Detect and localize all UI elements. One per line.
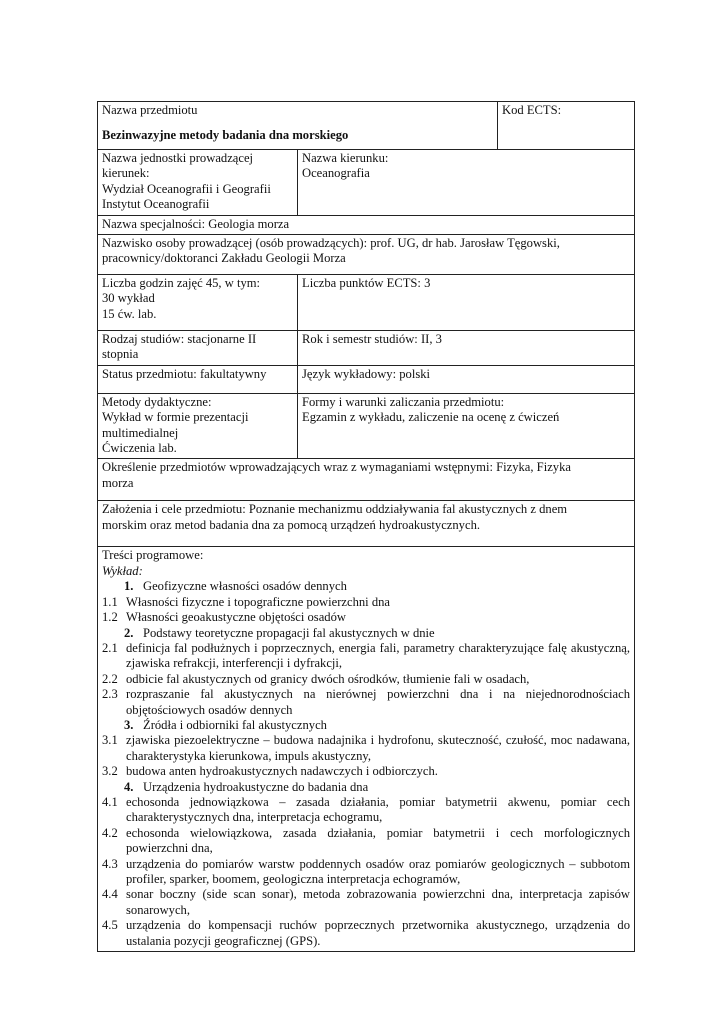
program-item-text: echosonda jednowiązkowa – zasada działania, pomiar batymetrii akwenu, pomiar cech charakterystycznych dna, interpretacja echogramu,: [126, 794, 630, 825]
year-sem-cell: [298, 331, 635, 366]
hours-line3: 15 ćw. lab.: [102, 306, 157, 321]
field-cell: [298, 150, 635, 216]
syllabus-table: [97, 101, 635, 952]
program-item: [102, 595, 630, 610]
prerequisites-line2: morza: [102, 475, 134, 490]
subject-cell: [98, 102, 498, 150]
assessment-cell: [298, 393, 635, 459]
program-item-number: 4.3: [102, 856, 118, 871]
subject-row: [98, 102, 635, 150]
program-item-number: 4.1: [102, 794, 118, 809]
assessment-line1: Formy i warunki zaliczania przedmiotu:: [302, 394, 505, 409]
study-type-text: Rodzaj studiów: stacjonarne II stopnia: [102, 332, 257, 362]
program-item-number: 3.: [124, 717, 134, 732]
program-section: [102, 626, 630, 641]
program-item-number: 4.: [124, 779, 134, 794]
program-item-number: 1.: [124, 579, 134, 594]
prerequisites-row: [98, 459, 635, 501]
program-row: [98, 547, 635, 952]
field-label: Nazwa kierunku:: [302, 151, 389, 165]
program-cell: [98, 547, 635, 952]
status-text: Status przedmiotu: fakultatywny: [102, 366, 267, 381]
ects-points-text: Liczba punktów ECTS: 3: [302, 276, 431, 291]
goals-cell: [98, 501, 635, 547]
prerequisites-cell: [98, 459, 635, 501]
program-item-number: 3.2: [102, 764, 118, 779]
program-item: [102, 610, 630, 625]
program-item-number: 2.3: [102, 687, 118, 702]
program-item: [102, 857, 630, 888]
program-item: [102, 826, 630, 857]
instructor-row: [98, 235, 635, 275]
program-item-text: rozpraszanie fal akustycznych na nierównej powierzchni dna i na niejednorodnościach objętościowych osadów dennych: [126, 687, 630, 717]
program-item-text: zjawiska piezoelektryczne – budowa nadajnika i hydrofonu, skuteczność, czułość, moc nadawana, charakterystyka kierunkowa, impuls akustyczny,: [126, 733, 630, 763]
status-cell: [98, 365, 298, 393]
lecture-label: Wykład:: [102, 563, 143, 578]
program-item-text: Własności fizyczne i topograficzne powierzchni dna: [126, 594, 391, 609]
program-item: [102, 887, 630, 918]
program-item-number: 4.4: [102, 887, 118, 902]
language-text: Język wykładowy: polski: [302, 366, 431, 381]
program-item-number: 4.2: [102, 825, 118, 840]
assessment-line2: Egzamin z wykładu, zaliczenie na ocenę z ćwiczeń: [302, 410, 560, 425]
program-item-text: Geofizyczne własności osadów dennych: [143, 579, 347, 594]
program-list: [102, 579, 630, 949]
year-sem-text: Rok i semestr studiów: II, 3: [302, 332, 442, 347]
language-cell: [298, 365, 635, 393]
program-item-text: echosonda wielowiązkowa, zasada działania, pomiar batymetrii i cech morfologicznych powierzchni dna,: [126, 825, 630, 856]
unit-label: Nazwa jednostki prowadzącej kierunek:: [102, 151, 254, 181]
instructor-line2: pracownicy/doktoranci Zakładu Geologii Morza: [102, 251, 346, 266]
study-type-cell: [98, 331, 298, 366]
program-item-number: 2.2: [102, 671, 118, 686]
program-item-text: budowa anten hydroakustycznych nadawczych i odbiorczych.: [126, 764, 438, 779]
methods-row: [98, 393, 635, 459]
program-item: [102, 733, 630, 764]
specialty-row: [98, 215, 635, 234]
program-item-text: Własności geoakustyczne objętości osadów: [126, 610, 346, 625]
field-value: Oceanografia: [302, 166, 370, 181]
program-section: [102, 579, 630, 594]
goals-line1: Założenia i cele przedmiotu: Poznanie mechanizmu oddziaływania fal akustycznych z dnem: [102, 502, 568, 517]
program-section: [102, 718, 630, 733]
methods-line2: Wykład w formie prezentacji: [102, 410, 249, 425]
hours-line1: Liczba godzin zajęć 45, w tym:: [102, 276, 261, 291]
goals-line2: morskim oraz metod badania dna za pomocą urządzeń hydroakustycznych.: [102, 517, 481, 532]
program-item-number: 4.5: [102, 918, 118, 933]
program-item: [102, 672, 630, 687]
program-item-text: Źródła i odbiorniki fal akustycznych: [143, 717, 327, 732]
program-item-number: 1.2: [102, 610, 118, 625]
methods-line3: multimedialnej: [102, 425, 179, 440]
methods-line1: Metody dydaktyczne:: [102, 394, 212, 409]
unit-line2: Instytut Oceanografii: [102, 197, 210, 212]
methods-cell: [98, 393, 298, 459]
program-item-number: 3.1: [102, 733, 118, 748]
program-item-text: definicja fal podłużnych i poprzecznych, energia fali, parametry charakteryzujące falę akustyczną, zjawiska refrakcji, interferencji i dyfrakcji,: [126, 640, 630, 671]
program-label: Treści programowe:: [102, 548, 204, 563]
program-item-text: urządzenia do pomiarów warstw poddennych osadów oraz pomiarów geologicznych – subbotom profiler, sparker, boomem, geologiczna interpretacja echogramów,: [126, 856, 630, 886]
hours-cell: [98, 275, 298, 331]
ects-code-label: Kod ECTS:: [502, 103, 562, 117]
program-item: [102, 641, 630, 672]
methods-line4: Ćwiczenia lab.: [102, 441, 177, 456]
unit-row: [98, 150, 635, 216]
program-item-number: 2.: [124, 625, 134, 640]
program-item-text: Urządzenia hydroakustyczne do badania dna: [143, 779, 369, 794]
instructor-cell: [98, 235, 635, 275]
hours-line2: 30 wykład: [102, 291, 155, 306]
ects-points-cell: [298, 275, 635, 331]
program-item-number: 1.1: [102, 594, 118, 609]
unit-line1: Wydział Oceanografii i Geografii: [102, 181, 271, 196]
ects-code-cell: [498, 102, 635, 150]
specialty-cell: [98, 215, 635, 234]
study-type-row: [98, 331, 635, 366]
instructor-line1: Nazwisko osoby prowadzącej (osób prowadzących): prof. UG, dr hab. Jarosław Tęgowski,: [102, 236, 560, 251]
program-item: [102, 795, 630, 826]
subject-label: Nazwa przedmiotu: [102, 103, 198, 117]
program-item: [102, 918, 630, 949]
prerequisites-line1: Określenie przedmiotów wprowadzających wraz z wymaganiami wstępnymi: Fizyka, Fizyka: [102, 460, 571, 475]
subject-name: Bezinwazyjne metody badania dna morskiego: [102, 128, 349, 143]
unit-cell: [98, 150, 298, 216]
program-section: [102, 780, 630, 795]
program-item-number: 2.1: [102, 640, 118, 655]
program-item: [102, 764, 630, 779]
program-item-text: urządzenia do kompensacji ruchów poprzecznych przetwornika akustycznego, urządzenia do ustalania pozycji geograficznej (GPS).: [126, 918, 630, 948]
program-item-text: odbicie fal akustycznych od granicy dwóch ośrodków, tłumienie fali w osadach,: [126, 671, 530, 686]
hours-row: [98, 275, 635, 331]
program-item-text: sonar boczny (side scan sonar), metoda zobrazowania powierzchni dna, interpretacja zapisów sonarowych,: [126, 887, 630, 917]
status-row: [98, 365, 635, 393]
syllabus-sheet: [97, 101, 634, 952]
program-item: [102, 687, 630, 718]
specialty-text: Nazwa specjalności: Geologia morza: [102, 216, 290, 231]
program-item-text: Podstawy teoretyczne propagacji fal akustycznych w dnie: [143, 625, 435, 640]
goals-row: [98, 501, 635, 547]
